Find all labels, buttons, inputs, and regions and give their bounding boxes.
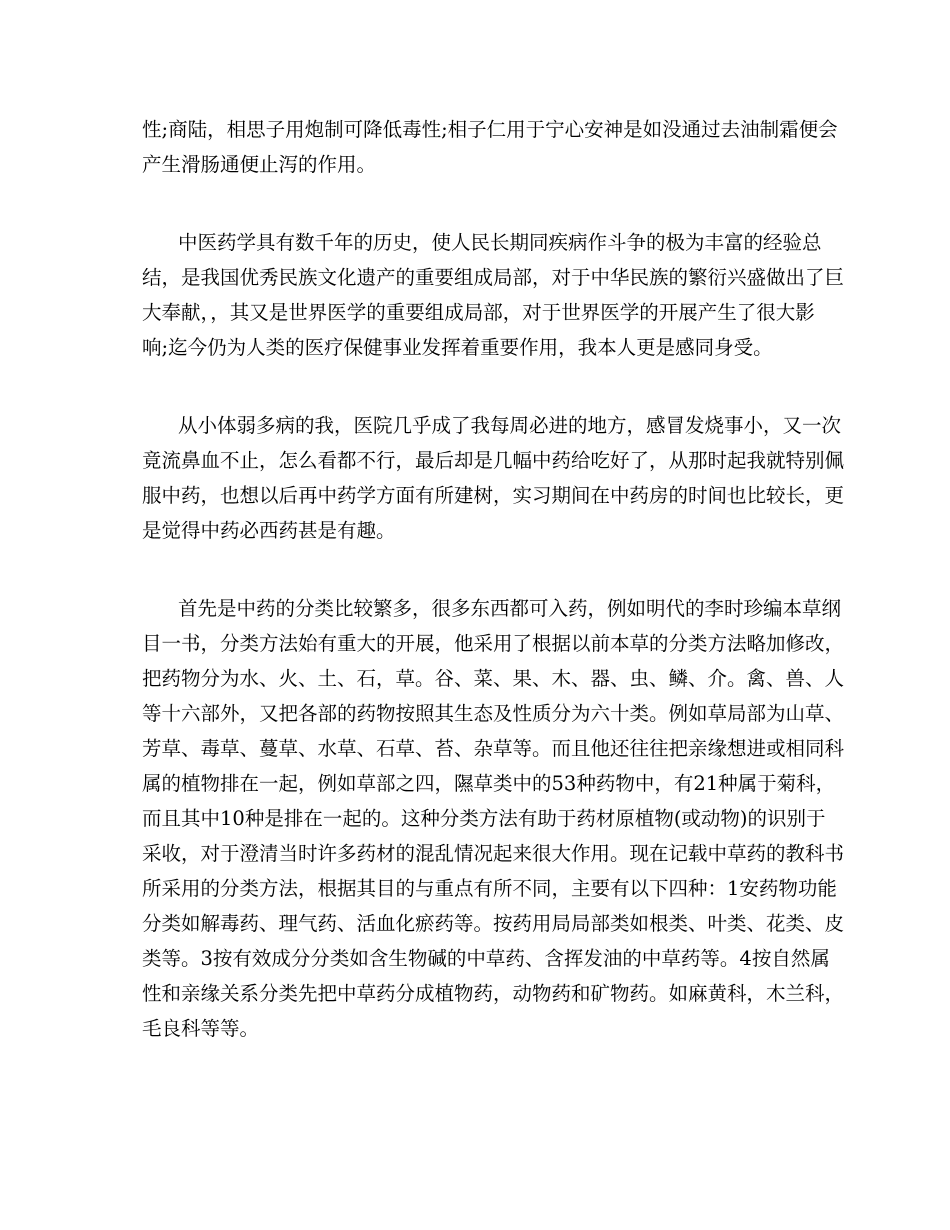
paragraph-4-line-5: 芳草、毒草、蔓草、水草、石草、苔、杂草等。而且他还往往把亲缘想进或相同科: [142, 737, 845, 760]
paragraph-2-line-4: 响;迄今仍为人类的医疗保健事业发挥着重要作用，我本人更是感同身受。: [142, 336, 773, 359]
paragraph-1-line-1: 性;商陆，相思子用炮制可降低毒性;相子仁用于宁心安神是如没通过去油制霜便会: [142, 118, 838, 141]
paragraph-4-line-2: 目一书，分类方法始有重大的开展，他采用了根据以前本草的分类方法略加修改，: [142, 632, 845, 655]
paragraph-3-line-3: 服中药，也想以后再中药学方面有所建树，实习期间在中药房的时间也比较长，更: [142, 484, 845, 507]
paragraph-4-line-6: 属的植物排在一起，例如草部之四，隰草类中的53种药物中，有21种属于菊科，: [142, 772, 836, 795]
paragraph-2-line-2: 结，是我国优秀民族文化遗产的重要组成局部，对于中华民族的繁衍兴盛做出了巨: [142, 266, 845, 289]
paragraph-2-line-3: 大奉献，，其又是世界医学的重要组成局部，对于世界医学的开展产生了很大影: [142, 301, 815, 324]
paragraph-4-line-1: 首先是中药的分类比较繁多，很多东西都可入药，例如明代的李时珍编本草纲: [178, 597, 842, 620]
paragraph-4-line-3: 把药物分为水、火、土、石，草。谷、菜、果、木、器、虫、鳞、介。禽、兽、人: [142, 667, 845, 690]
paragraph-4-line-8: 采收，对于澄清当时许多药材的混乱情况起来很大作用。现在记载中草药的教科书: [142, 842, 845, 865]
paragraph-4-line-10: 分类如解毒药、理气药、活血化瘀药等。按药用局局部类如根类、叶类、花类、皮: [142, 912, 845, 935]
paragraph-4-line-7: 而且其中10种是排在一起的。这种分类方法有助于药材原植物(或动物)的识别于: [142, 807, 826, 830]
paragraph-4-line-4: 等十六部外，又把各部的药物按照其生态及性质分为六十类。例如草局部为山草、: [142, 702, 845, 725]
paragraph-4-line-13: 毛良科等等。: [142, 1017, 260, 1040]
paragraph-4-line-11: 类等。3按有效成分分类如含生物碱的中草药、含挥发油的中草药等。4按自然属: [142, 947, 830, 970]
paragraph-2-line-1: 中医药学具有数千年的历史，使人民长期同疾病作斗争的极为丰富的经验总: [178, 231, 822, 254]
paragraph-3-line-4: 是觉得中药必西药甚是有趣。: [142, 519, 396, 542]
paragraph-4-line-12: 性和亲缘关系分类先把中草药分成植物药，动物药和矿物药。如麻黄科，木兰科，: [142, 982, 845, 1005]
paragraph-1-line-2: 产生滑肠通便止泻的作用。: [142, 153, 377, 176]
paragraph-4-line-9: 所采用的分类方法，根据其目的与重点有所不同，主要有以下四种：1安药物功能: [142, 877, 837, 900]
paragraph-3-line-2: 竟流鼻血不止，怎么看都不行，最后却是几幅中药给吃好了，从那时起我就特别佩: [142, 449, 845, 472]
paragraph-3-line-1: 从小体弱多病的我，医院几乎成了我每周必进的地方，感冒发烧事小，又一次: [178, 414, 842, 437]
